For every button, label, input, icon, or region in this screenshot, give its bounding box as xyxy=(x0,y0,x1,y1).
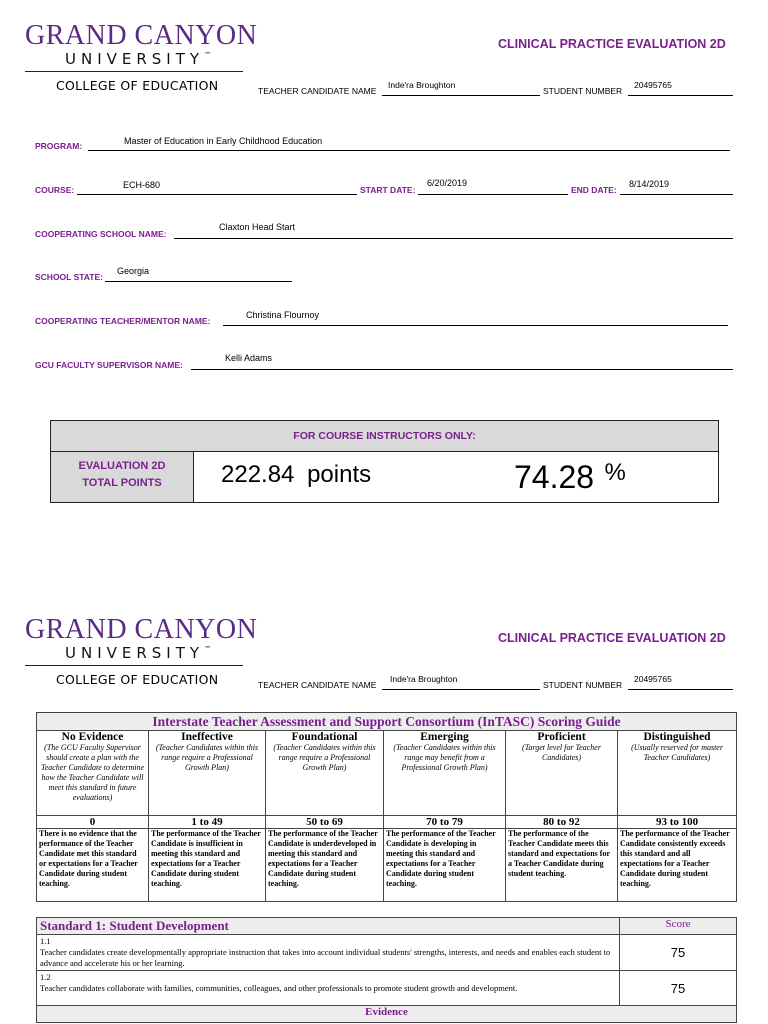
standard-item-score[interactable]: 75 xyxy=(620,935,737,971)
form-title: CLINICAL PRACTICE EVALUATION 2D xyxy=(498,37,726,51)
total-points-value: 222.84 xyxy=(221,461,295,488)
form-title-2: CLINICAL PRACTICE EVALUATION 2D xyxy=(498,631,726,645)
logo-rule xyxy=(25,71,243,72)
level-foundational: Foundational (Teacher Candidates within this range require a Professional Growth Plan) xyxy=(266,731,384,816)
mentor-line xyxy=(223,325,728,326)
student-number-line-2 xyxy=(628,689,733,690)
school-value: Claxton Head Start xyxy=(219,222,296,232)
desc-ineffective: The performance of the Teacher Candidate is insufficient in meeting this standard and expectations for a Teacher Candidate during student teaching. xyxy=(149,829,266,902)
program-label: PROGRAM: xyxy=(35,141,83,151)
level-ineffective: Ineffective (Teacher Candidates within this range require a Professional Growth Plan) xyxy=(149,731,266,816)
college-name: COLLEGE OF EDUCATION xyxy=(56,78,219,93)
standard-item xyxy=(37,971,737,1006)
desc-distinguished: The performance of the Teacher Candidate consistently exceeds this standard and all expectations for a Teacher Candidate during student teaching. xyxy=(618,829,737,902)
student-number-label: STUDENT NUMBER xyxy=(543,86,623,96)
candidate-name-line xyxy=(382,95,540,96)
student-number-line xyxy=(628,95,733,96)
program-value: Master of Education in Early Childhood Education xyxy=(124,136,323,146)
candidate-name-value-2: Inde'ra Broughton xyxy=(390,674,458,684)
logo-university: UNIVERSITY™ xyxy=(65,50,212,68)
candidate-name-label-2: TEACHER CANDIDATE NAME xyxy=(258,680,377,690)
desc-no-evidence: There is no evidence that the performance of the Teacher Candidate met this standard or expectations for a Teacher Candidate during student teaching. xyxy=(37,829,149,902)
school-line xyxy=(174,238,733,239)
desc-foundational: The performance of the Teacher Candidate is underdeveloped in meeting this standard and expectations for a Teacher Candidate during student teaching. xyxy=(266,829,384,902)
standard-item-text: 1.2 Teacher candidates collaborate with families, communities, colleagues, and other professionals to promote student growth and development. xyxy=(37,971,620,1006)
range-foundational: 50 to 69 xyxy=(266,816,384,829)
level-description-row xyxy=(37,829,737,902)
scoring-guide-title: Interstate Teacher Assessment and Support Consortium (InTASC) Scoring Guide xyxy=(37,713,737,731)
candidate-name-label: TEACHER CANDIDATE NAME xyxy=(258,86,377,96)
evaluation-total-label: EVALUATION 2D TOTAL POINTS xyxy=(51,452,194,502)
student-number-label-2: STUDENT NUMBER xyxy=(543,680,623,690)
state-value: Georgia xyxy=(117,266,150,276)
end-date-line xyxy=(620,194,733,195)
range-emerging: 70 to 79 xyxy=(384,816,506,829)
start-date-label: START DATE: xyxy=(360,185,416,195)
school-label: COOPERATING SCHOOL NAME: xyxy=(35,229,167,239)
student-number-value: 20495765 xyxy=(634,80,672,90)
state-line xyxy=(105,281,292,282)
standard-1-table xyxy=(36,917,737,1023)
range-ineffective: 1 to 49 xyxy=(149,816,266,829)
student-number-value-2: 20495765 xyxy=(634,674,672,684)
desc-emerging: The performance of the Teacher Candidate is developing in meeting this standard and expectations for a Teacher Candidate during student teaching. xyxy=(384,829,506,902)
candidate-name-line-2 xyxy=(382,689,540,690)
supervisor-label: GCU FACULTY SUPERVISOR NAME: xyxy=(35,360,183,370)
end-date-label: END DATE: xyxy=(571,185,617,195)
mentor-label: COOPERATING TEACHER/MENTOR NAME: xyxy=(35,316,211,326)
level-no-evidence: No Evidence (The GCU Faculty Supervisor should create a plan with the Teacher Candidate to determine how the Teacher Candidate will meet this standard in future evaluations) xyxy=(37,731,149,816)
candidate-name-value: Inde'ra Broughton xyxy=(388,80,456,90)
total-points xyxy=(221,461,371,489)
level-distinguished: Distinguished (Usually reserved for master Teacher Candidates) xyxy=(618,731,737,816)
start-date-line xyxy=(418,194,568,195)
level-proficient: Proficient (Target level for Teacher Candidates) xyxy=(506,731,618,816)
score-header: Score xyxy=(620,918,737,935)
supervisor-line xyxy=(191,369,733,370)
standard-item-text: 1.1 Teacher candidates create developmentally appropriate instruction that takes into account individual students' strengths, interests, and needs and enables each student to advance and accelerate his or her learning. xyxy=(37,935,620,971)
total-percent xyxy=(514,459,626,496)
course-value: ECH-680 xyxy=(123,180,161,190)
gcu-logo-2 xyxy=(25,614,258,666)
course-instructors-box xyxy=(50,420,719,503)
total-points-unit: points xyxy=(307,461,372,488)
evidence-header: Evidence xyxy=(37,1006,737,1023)
state-label: SCHOOL STATE: xyxy=(35,272,103,282)
supervisor-value: Kelli Adams xyxy=(225,353,273,363)
range-no-evidence: 0 xyxy=(37,816,149,829)
level-header-row xyxy=(37,731,737,816)
scoring-guide-table xyxy=(36,712,737,902)
desc-proficient: The performance of the Teacher Candidate meets this standard and expectations for a Teacher Candidate during student teaching. xyxy=(506,829,618,902)
start-date-value: 6/20/2019 xyxy=(427,178,468,188)
range-proficient: 80 to 92 xyxy=(506,816,618,829)
standard-item xyxy=(37,935,737,971)
standard-1-title: Standard 1: Student Development xyxy=(37,918,620,935)
total-percent-value: 74.28 xyxy=(514,459,595,495)
end-date-value: 8/14/2019 xyxy=(629,179,670,189)
course-instructors-heading: FOR COURSE INSTRUCTORS ONLY: xyxy=(51,421,718,452)
logo-rule xyxy=(25,665,243,666)
mentor-value: Christina Flournoy xyxy=(246,310,320,320)
level-range-row xyxy=(37,816,737,829)
program-line xyxy=(88,150,730,151)
course-line xyxy=(77,194,357,195)
logo-university: UNIVERSITY™ xyxy=(65,644,212,662)
college-name-2: COLLEGE OF EDUCATION xyxy=(56,672,219,687)
standard-item-score[interactable]: 75 xyxy=(620,971,737,1006)
logo-wordmark: GRAND CANYON xyxy=(25,614,258,645)
course-label: COURSE: xyxy=(35,185,75,195)
level-emerging: Emerging (Teacher Candidates within this range may benefit from a Professional Growth Plan) xyxy=(384,731,506,816)
gcu-logo xyxy=(25,20,258,72)
logo-wordmark: GRAND CANYON xyxy=(25,20,258,51)
range-distinguished: 93 to 100 xyxy=(618,816,737,829)
total-percent-unit: % xyxy=(604,459,626,486)
